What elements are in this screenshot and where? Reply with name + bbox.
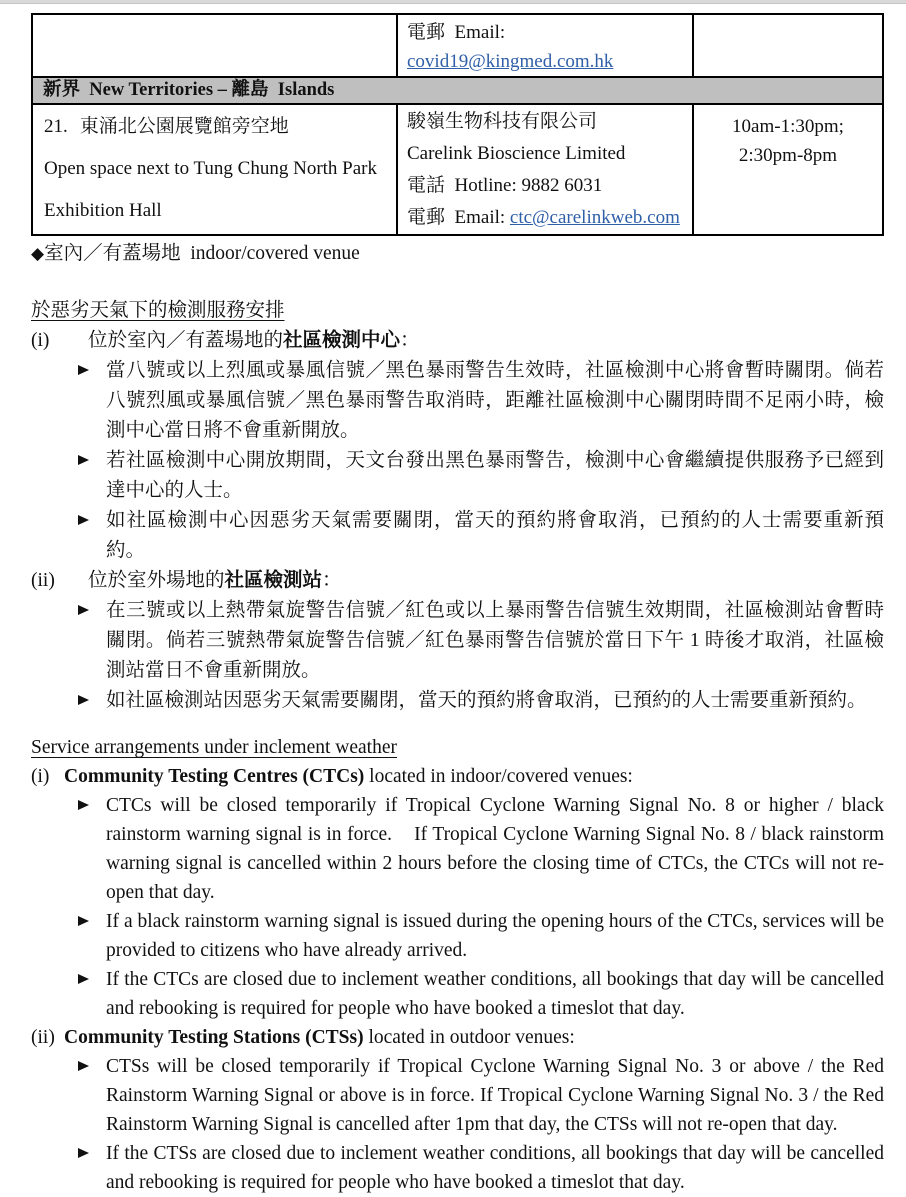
venue-name-en-line2: Exhibition Hall (44, 200, 162, 221)
en-item-i (31, 762, 884, 791)
zh-item-i (31, 326, 884, 356)
bullet-arrow-icon (78, 916, 89, 926)
bullet-arrow-icon (78, 515, 89, 525)
bullet-arrow-cell (78, 446, 106, 506)
zh-bullet (31, 596, 884, 686)
provider-name-en: Carelink Bioscience Limited (407, 143, 626, 164)
provider-cell-continuation (397, 14, 693, 77)
venue-name-en-line1: Open space next to Tung Chung North Park (44, 158, 378, 179)
en-item-ii-intro: Community Testing Stations (CTSs) located in outdoor venues: (64, 1027, 575, 1048)
venue-cell-empty (32, 14, 397, 77)
bullet-arrow-cell (78, 907, 106, 965)
bullet-arrow-icon (78, 1148, 89, 1158)
diamond-icon: ◆ (31, 244, 45, 264)
bullet-text: 如社區檢測站因惡劣天氣需要關閉，當天的預約將會取消，已預約的人士需要重新預約。 (106, 690, 867, 711)
legend-text: 室內／有蓋場地 indoor/covered venue (44, 243, 360, 264)
zh-bullet (31, 446, 884, 506)
venue-name-zh: 東涌北公園展覽館旁空地 (79, 116, 289, 137)
bullet-arrow-cell (78, 965, 106, 1023)
bullet-arrow-cell (78, 506, 106, 566)
bullet-arrow-cell (78, 356, 106, 446)
kingmed-email-link[interactable]: covid19@kingmed.com.hk (407, 51, 614, 72)
venue-cell (32, 104, 397, 235)
venue-type-legend (31, 241, 884, 267)
list-marker: (i) (31, 330, 50, 351)
en-bullet (31, 965, 884, 1023)
testing-centre-table (31, 13, 884, 236)
bullet-arrow-cell (78, 596, 106, 686)
bullet-text: CTCs will be closed temporarily if Tropical Cyclone Warning Signal No. 8 or higher / black rainstorm warning signal is in force. If Tropical Cyclone Warning Signal No. 8 / black rainstorm warning signal is cancelled within 2 hours before the closing time of CTCs, the CTCs will not re-open that day. (106, 795, 884, 903)
bullet-arrow-icon (78, 800, 89, 810)
zh-item-ii-intro: 位於室外場地的社區檢測站： (88, 570, 342, 591)
bullet-text: 若社區檢測中心開放期間，天文台發出黑色暴雨警告，檢測中心會繼續提供服務予已經到達中心的人士。 (106, 450, 884, 501)
bullet-arrow-cell (78, 1139, 106, 1197)
table-row-continuation (32, 14, 883, 77)
zh-item-ii (31, 566, 884, 596)
hours-cell (693, 104, 883, 235)
en-bullet (31, 1052, 884, 1139)
bullet-arrow-icon (78, 455, 89, 465)
chinese-weather-section (31, 296, 884, 716)
zh-bullet (31, 686, 884, 716)
section-heading-en: Service arrangements under inclement weather (31, 737, 397, 758)
bullet-arrow-icon (78, 695, 89, 705)
provider-name-zh: 駿嶺生物科技有限公司 (407, 111, 598, 132)
section-heading-zh: 於惡劣天氣下的檢測服務安排 (31, 300, 285, 321)
document-page (31, 13, 884, 1197)
bullet-arrow-icon (78, 1061, 89, 1071)
provider-cell (397, 104, 693, 235)
bullet-arrow-cell (78, 1052, 106, 1139)
bullet-arrow-cell (78, 791, 106, 907)
list-marker: (ii) (31, 1027, 55, 1048)
carelink-email-link[interactable]: ctc@carelinkweb.com (509, 207, 680, 228)
bullet-text: If a black rainstorm warning signal is issued during the opening hours of the CTCs, services will be provided to citizens who have already arrived. (106, 911, 884, 961)
bullet-text: 當八號或以上烈風或暴風信號／黑色暴雨警告生效時，社區檢測中心將會暫時關閉。倘若八號烈風或暴風信號／黑色暴雨警告取消時，距離社區檢測中心關閉時間不足兩小時，檢測中心當日將不會重新開放。 (106, 360, 884, 441)
bullet-text: If the CTSs are closed due to inclement weather conditions, all bookings that day will be cancelled and rebooking is required for people who have booked a timeslot that day. (106, 1143, 884, 1193)
bullet-arrow-cell (78, 686, 106, 716)
en-item-i-intro: Community Testing Centres (CTCs) located in indoor/covered venues: (64, 766, 633, 787)
region-header: 新界 New Territories – 離島 Islands (32, 77, 883, 104)
bullet-arrow-icon (78, 974, 89, 984)
zh-bullet (31, 506, 884, 566)
en-item-ii (31, 1023, 884, 1052)
en-bullet (31, 791, 884, 907)
bullet-text: CTSs will be closed temporarily if Tropical Cyclone Warning Signal No. 3 or above / the Red Rainstorm Warning Signal or above is in force. If Tropical Cyclone Warning Signal No. 3 / the Red Rainstorm Warning Signal is cancelled after 1pm that day, the CTSs will not re-open that day. (106, 1056, 884, 1135)
region-header-row (32, 77, 883, 104)
hours-cell-empty (693, 14, 883, 77)
bullet-text: If the CTCs are closed due to inclement weather conditions, all bookings that day will be cancelled and rebooking is required for people who have booked a timeslot that day. (106, 969, 884, 1019)
bullet-text: 在三號或以上熱帶氣旋警告信號／紅色或以上暴雨警告信號生效期間，社區檢測站會暫時關閉。倘若三號熱帶氣旋警告信號／紅色暴雨警告信號於當日下午 1 時後才取消，社區檢測站當日不會重新開放。 (106, 600, 884, 681)
en-bullet (31, 907, 884, 965)
zh-item-i-intro: 位於室內／有蓋場地的社區檢測中心： (88, 330, 420, 351)
english-weather-section (31, 733, 884, 1197)
list-marker: (i) (31, 766, 50, 787)
email-label: 電郵 Email: (407, 22, 506, 43)
en-bullet (31, 1139, 884, 1197)
bullet-text: 如社區檢測中心因惡劣天氣需要關閉，當天的預約將會取消，已預約的人士需要重新預約。 (106, 510, 884, 561)
zh-bullet (31, 356, 884, 446)
hours-line2: 2:30pm-8pm (738, 145, 838, 166)
list-marker: (ii) (31, 570, 55, 591)
hours-line1: 10am-1:30pm; (732, 116, 844, 137)
email-label: 電郵 Email: (407, 207, 510, 228)
bullet-arrow-icon (78, 365, 89, 375)
table-row-venue-21 (32, 104, 883, 235)
bullet-arrow-icon (78, 605, 89, 615)
page-top-edge (0, 0, 906, 4)
venue-number: 21. (44, 116, 68, 137)
hotline-line: 電話 Hotline: 9882 6031 (407, 175, 603, 196)
